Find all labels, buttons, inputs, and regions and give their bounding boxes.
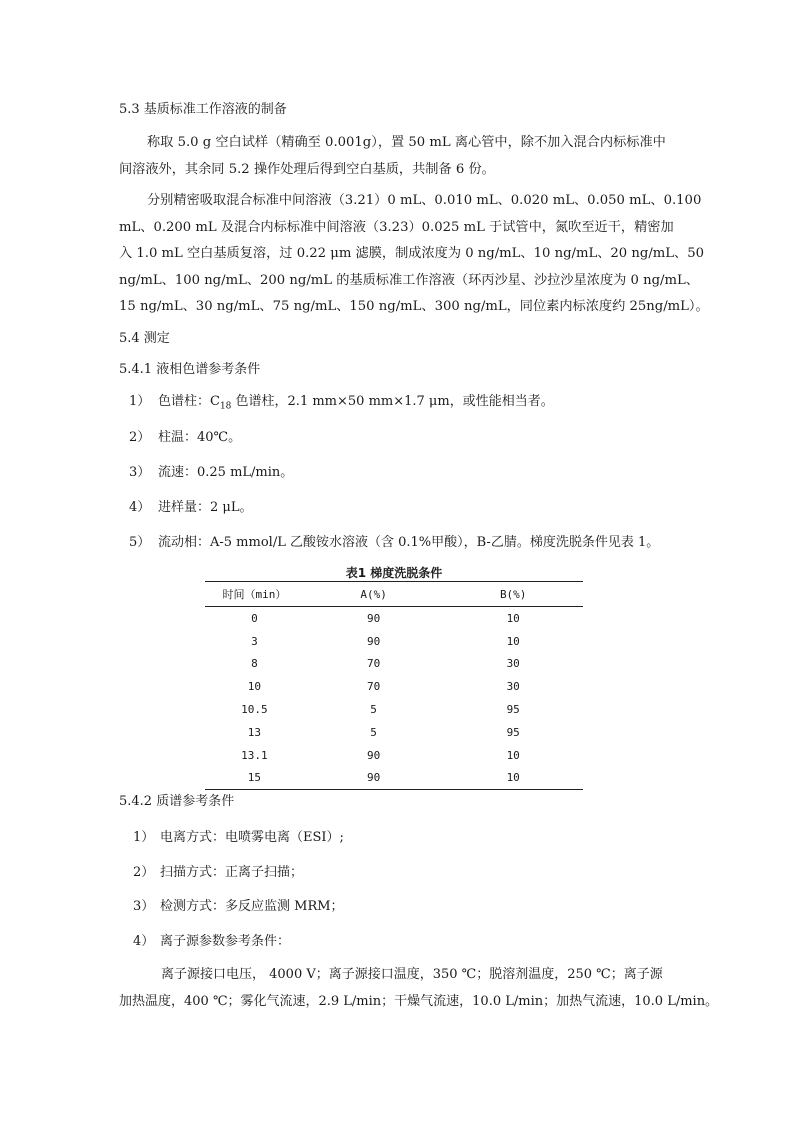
table-cell: 3	[251, 634, 258, 648]
section-5-3-paragraph-2	[119, 188, 709, 321]
paragraph-line: 离子源接口电压， 4000 V；离子源接口温度，350 ℃；脱溶剂温度，250 ℃；离子源	[161, 967, 663, 982]
table-cell: 30	[506, 657, 520, 671]
table-row	[205, 744, 583, 767]
table-row	[205, 698, 583, 721]
table-cell: 10	[506, 634, 520, 648]
section-5-3-heading: 5.3 基质标准工作溶液的制备	[119, 102, 287, 117]
list-item-text: 电离方式：电喷雾电离（ESI）;	[160, 830, 344, 845]
section-5-3-paragraph-1	[119, 130, 679, 183]
table-cell: 90	[366, 634, 381, 648]
paragraph-line: 入 1.0 mL 空白基质复溶，过 0.22 μm 滤膜，制成浓度为 0 ng/mL、10 ng/mL、20 ng/mL、50	[119, 246, 704, 261]
table-cell: 90	[366, 611, 381, 625]
table-cell: 5	[370, 703, 377, 717]
paragraph-line: 15 ng/mL、30 ng/mL、75 ng/mL、150 ng/mL、300 ng/mL，同位素内标浓度约 25ng/mL）。	[119, 299, 709, 314]
table-cell: 10	[506, 611, 520, 625]
table-row	[205, 767, 583, 790]
table-cell: 70	[366, 680, 381, 694]
list-item-number: 1）	[133, 830, 155, 845]
table-cell: 95	[506, 703, 520, 717]
table-cell: 8	[251, 657, 258, 671]
paragraph-line: mL、0.200 mL 及混合内标标准中间溶液（3.23）0.025 mL 于试管中，氮吹至近干，精密加	[119, 219, 674, 235]
header-b: B(%)	[499, 587, 527, 601]
table-cell: 13	[247, 725, 262, 739]
list-item-text: 进样量：2 μL。	[158, 500, 253, 515]
list-item-number: 2）	[129, 430, 151, 445]
table-cell: 90	[366, 748, 381, 762]
table-cell: 10	[506, 771, 520, 785]
list-item-text: 流速：0.25 mL/min。	[158, 465, 294, 480]
table-cell: 5	[370, 725, 377, 739]
ion-source-parameters	[119, 962, 719, 1015]
paragraph-line: 称取 5.0 g 空白试样（精确至 0.001g），置 50 mL 离心管中，除不加入混合内标标准中	[147, 135, 666, 150]
table-cell: 15	[247, 771, 262, 785]
paragraph-line: 加热温度，400 ℃；雾化气流速，2.9 L/min；干燥气流速，10.0 L/min；加热气流速，10.0 L/min。	[119, 993, 719, 1009]
table-header-row	[205, 582, 583, 607]
section-5-4-2-heading: 5.4.2 质谱参考条件	[119, 794, 235, 809]
table-cell: 0	[251, 611, 258, 625]
table-row	[205, 630, 583, 653]
list-item-text: 色谱柱：$C_{18}$ 色谱柱，2.1 mm×50 mm×1.7 μm，或性能相当者。	[158, 394, 554, 412]
table-cell: 10.5	[241, 703, 268, 717]
paragraph-line: ng/mL、100 ng/mL、200 ng/mL 的基质标准工作溶液（环丙沙星、沙拉沙星浓度为 0 ng/mL、	[119, 272, 699, 288]
table-cell: 70	[366, 657, 381, 671]
list-item-number: 3）	[133, 899, 155, 914]
table-row	[205, 607, 583, 630]
header-time: 时间（min）	[222, 588, 287, 601]
table-cell: 30	[506, 680, 520, 694]
table-cell: 10	[506, 748, 520, 762]
list-item-text: 柱温：40℃。	[158, 430, 242, 445]
list-item-number: 4）	[133, 934, 155, 949]
list-item-text: 扫描方式：正离子扫描；	[160, 865, 304, 880]
table-row	[205, 675, 583, 698]
table-caption: 表1 梯度洗脱条件	[345, 566, 443, 580]
table-cell: 13.1	[241, 748, 268, 762]
section-5-4-heading: 5.4 测定	[119, 331, 170, 346]
section-5-4-1-heading: 5.4.1 液相色谱参考条件	[119, 362, 261, 377]
paragraph-line: 分别精密吸取混合标准中间溶液（3.21）0 mL、0.010 mL、0.020 mL、0.050 mL、0.100	[147, 193, 702, 208]
list-item-number: 1）	[129, 394, 151, 409]
list-item-number: 4）	[129, 500, 151, 515]
paragraph-line: 间溶液外，其余同 5.2 操作处理后得到空白基质，共制备 6 份。	[119, 161, 495, 177]
table-row	[205, 653, 583, 676]
table-cell: 10	[247, 680, 262, 694]
header-a: A(%)	[360, 587, 387, 601]
list-item-text: 离子源参数参考条件：	[160, 934, 291, 949]
list-item-text: 流动相：A-5 mmol/L 乙酸铵水溶液（含 0.1%甲酸），B-乙腈。梯度洗脱条件见表 1。	[158, 535, 660, 550]
list-item-number: 2）	[133, 865, 155, 880]
table-cell: 90	[366, 771, 381, 785]
table-cell: 95	[506, 725, 520, 739]
list-item-text: 检测方式：多反应监测 MRM；	[160, 899, 344, 914]
list-item-number: 3）	[129, 465, 151, 480]
list-item-number: 5）	[129, 535, 151, 550]
table-row	[205, 721, 583, 744]
gradient-table	[205, 581, 583, 790]
